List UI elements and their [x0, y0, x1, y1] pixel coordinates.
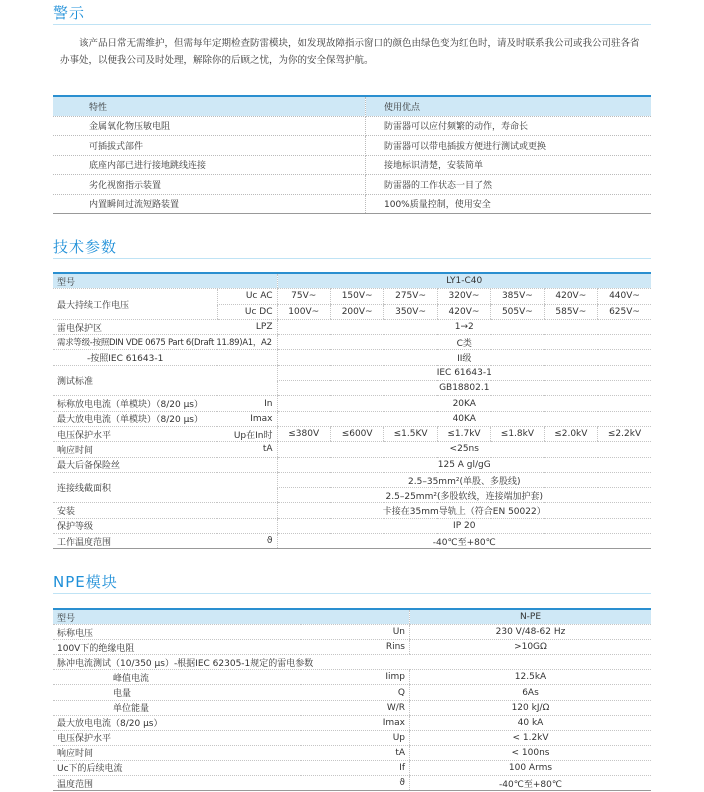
npe-row-value: >10GΩ — [410, 640, 652, 655]
table-row — [53, 472, 651, 487]
model-label: 型号 — [53, 273, 277, 289]
table-row — [53, 609, 651, 625]
table-row — [53, 625, 651, 640]
features-header-row — [53, 96, 651, 116]
warning-text: 该产品日常无需维护，但需每年定期检查防雷模块，如发现故障指示窗口的颜色由绿色变为红色时，请及时联系我公司或我公司驻各省办事处，以便我公司及时处理，解除你的后顾之忧，为你的安全保驾护航。 — [60, 38, 640, 66]
table-row — [53, 411, 651, 426]
uc-ac-value: 440V~ — [598, 289, 651, 304]
npe-row-label: 响应时间 — [53, 745, 301, 760]
npe-row-value: 6As — [410, 685, 652, 700]
uc-ac-value: 385V~ — [491, 289, 544, 304]
npe-row-unit: Imax — [301, 715, 410, 730]
uc-ac-value: 75V~ — [277, 289, 330, 304]
features-header-feature: 特性 — [53, 96, 366, 116]
imax-unit: Imax — [217, 411, 277, 426]
tech-title: 技术参数 — [53, 238, 118, 256]
feature-cell: 劣化视窗指示装置 — [53, 175, 366, 195]
npe-row-value: 12.5kA — [410, 670, 652, 685]
uc-ac-value: 420V~ — [544, 289, 597, 304]
wire-label: 连接线截面积 — [53, 472, 277, 503]
warning-title: 警示 — [53, 4, 86, 22]
table-row — [53, 319, 651, 334]
benefit-cell: 接地标识清楚，安装简单 — [366, 155, 652, 175]
npe-row-label: 标称电压 — [53, 625, 301, 640]
npe-row-label: 单位能量 — [53, 700, 301, 715]
ta-label: 响应时间 — [53, 442, 217, 457]
protect-value: IP 20 — [277, 518, 651, 533]
fuse-value: 125 A gl/gG — [277, 457, 651, 472]
tech-table — [53, 272, 651, 549]
up-value: ≤1.5KV — [384, 426, 437, 441]
npe-table — [53, 608, 651, 791]
ta-value: <25ns — [277, 442, 651, 457]
table-row — [53, 534, 651, 549]
lpz-value: 1→2 — [277, 319, 651, 334]
up-label: 电压保护水平 — [53, 426, 217, 441]
in-label: 标称放电电流（单模块）（8/20 μs） — [53, 396, 217, 411]
npe-row-value: 40 kA — [410, 715, 652, 730]
uc-dc-value: 505V~ — [491, 304, 544, 319]
npe-row-label: Uc下的后续电流 — [53, 760, 301, 775]
in-unit: In — [217, 396, 277, 411]
npe-row-value: 230 V/48-62 Hz — [410, 625, 652, 640]
features-header-benefit: 使用优点 — [366, 96, 652, 116]
table-row — [53, 700, 651, 715]
npe-row-unit: Un — [301, 625, 410, 640]
npe-row-label: 电压保护水平 — [53, 730, 301, 745]
up-value: ≤1.7kV — [437, 426, 490, 441]
uc-ac-value: 320V~ — [437, 289, 490, 304]
test-label: 测试标准 — [53, 365, 277, 396]
benefit-cell: 防雷器可以应付频繁的动作，寿命长 — [366, 116, 652, 136]
test-value: GB18802.1 — [277, 381, 651, 396]
table-row — [53, 350, 651, 365]
up-value: ≤600V — [330, 426, 383, 441]
lpz-label: 雷电保护区 — [53, 319, 217, 334]
table-row — [53, 289, 651, 304]
up-unit: Up在In时 — [217, 426, 277, 441]
in-value: 20KA — [277, 396, 651, 411]
npe-row-unit: Up — [301, 730, 410, 745]
npe-row-unit: ϑ — [301, 776, 410, 791]
npe-row-label: 100V下的绝缘电阻 — [53, 640, 301, 655]
table-row — [53, 776, 651, 791]
grade1-label: 需求等级-按照DIN VDE 0675 Part 6(Draft 11.89)A1，A2 — [53, 335, 277, 350]
table-row — [53, 116, 651, 136]
uc-dc-value: 350V~ — [384, 304, 437, 319]
table-row — [53, 194, 651, 214]
npe-row-unit — [301, 609, 410, 625]
table-row — [53, 730, 651, 745]
features-table — [53, 95, 651, 214]
install-label: 安装 — [53, 503, 277, 518]
npe-row-label: 脉冲电流测试（10/350 μs）-根据IEC 62305-1规定的雷电参数 — [53, 655, 651, 670]
npe-row-label: 峰值电流 — [53, 670, 301, 685]
uc-dc-value: 625V~ — [598, 304, 651, 319]
temp-value: -40℃至+80℃ — [277, 534, 651, 549]
ta-unit: tA — [217, 442, 277, 457]
up-value: ≤2.2kV — [598, 426, 651, 441]
lpz-unit: LPZ — [217, 319, 277, 334]
uc-dc-value: 200V~ — [330, 304, 383, 319]
benefit-cell: 100%质量控制，使用安全 — [366, 194, 652, 214]
wire-value: 2.5–35mm²(单股、多股线) — [277, 472, 651, 487]
feature-cell: 可插拔式部件 — [53, 136, 366, 156]
table-row — [53, 273, 651, 289]
table-row — [53, 442, 651, 457]
npe-row-value: 100 Arms — [410, 760, 652, 775]
table-row — [53, 670, 651, 685]
protect-label: 保护等级 — [53, 518, 277, 533]
table-row — [53, 503, 651, 518]
feature-cell: 底座内部已进行接地跳线连接 — [53, 155, 366, 175]
npe-row-unit: Q — [301, 685, 410, 700]
npe-row-value: < 100ns — [410, 745, 652, 760]
imax-label: 最大放电电流（单模块）（8/20 μs） — [53, 411, 217, 426]
table-row — [53, 640, 651, 655]
npe-row-label: 温度范围 — [53, 776, 301, 791]
table-row — [53, 685, 651, 700]
fuse-label: 最大后备保险丝 — [53, 457, 277, 472]
npe-row-value: < 1.2kV — [410, 730, 652, 745]
table-row — [53, 457, 651, 472]
npe-row-value: 120 kJ/Ω — [410, 700, 652, 715]
npe-row-unit: Iimp — [301, 670, 410, 685]
uc-ac-value: 275V~ — [384, 289, 437, 304]
install-value: 卡接在35mm导轨上（符合EN 50022） — [277, 503, 651, 518]
table-row — [53, 175, 651, 195]
grade2-label: -按照IEC 61643-1 — [53, 350, 277, 365]
up-value: ≤1.8kV — [491, 426, 544, 441]
npe-row-unit: tA — [301, 745, 410, 760]
test-value: IEC 61643-1 — [277, 365, 651, 380]
feature-cell: 内置瞬间过流短路装置 — [53, 194, 366, 214]
benefit-cell: 防雷器的工作状态一目了然 — [366, 175, 652, 195]
up-value: ≤380V — [277, 426, 330, 441]
uc-dc-value: 585V~ — [544, 304, 597, 319]
tech-divider — [53, 258, 651, 259]
feature-cell: 金属氧化物压敏电阻 — [53, 116, 366, 136]
table-row — [53, 745, 651, 760]
uc-ac-label: Uc AC — [217, 289, 277, 304]
temp-label: 工作温度范围 — [53, 534, 217, 549]
warning-divider — [53, 24, 651, 25]
grade2-value: II级 — [277, 350, 651, 365]
npe-row-value: N-PE — [410, 609, 652, 625]
npe-row-unit: W/R — [301, 700, 410, 715]
npe-row-label: 电量 — [53, 685, 301, 700]
table-row — [53, 335, 651, 350]
table-row — [53, 365, 651, 380]
benefit-cell: 防雷器可以带电插拔方便进行测试或更换 — [366, 136, 652, 156]
table-row — [53, 155, 651, 175]
npe-row-unit: If — [301, 760, 410, 775]
npe-divider — [53, 593, 651, 594]
uc-dc-value: 420V~ — [437, 304, 490, 319]
npe-title: NPE模块 — [53, 573, 118, 591]
table-row — [53, 760, 651, 775]
grade1-value: C类 — [277, 335, 651, 350]
npe-row-unit: Rins — [301, 640, 410, 655]
table-row — [53, 426, 651, 441]
table-row — [53, 715, 651, 730]
npe-row-label: 型号 — [53, 609, 301, 625]
npe-row-value: -40℃至+80℃ — [410, 776, 652, 791]
temp-unit: ϑ — [217, 534, 277, 549]
uc-dc-label: Uc DC — [217, 304, 277, 319]
table-row — [53, 136, 651, 156]
table-row — [53, 655, 651, 670]
imax-value: 40KA — [277, 411, 651, 426]
table-row — [53, 396, 651, 411]
uc-ac-value: 150V~ — [330, 289, 383, 304]
up-value: ≤2.0kV — [544, 426, 597, 441]
model-value: LY1-C40 — [277, 273, 651, 289]
npe-row-label: 最大放电电流（8/20 μs） — [53, 715, 301, 730]
wire-value: 2.5–25mm²(多股软线，连接端加护套) — [277, 488, 651, 503]
max-volt-label: 最大持续工作电压 — [53, 289, 217, 320]
uc-dc-value: 100V~ — [277, 304, 330, 319]
table-row — [53, 518, 651, 533]
